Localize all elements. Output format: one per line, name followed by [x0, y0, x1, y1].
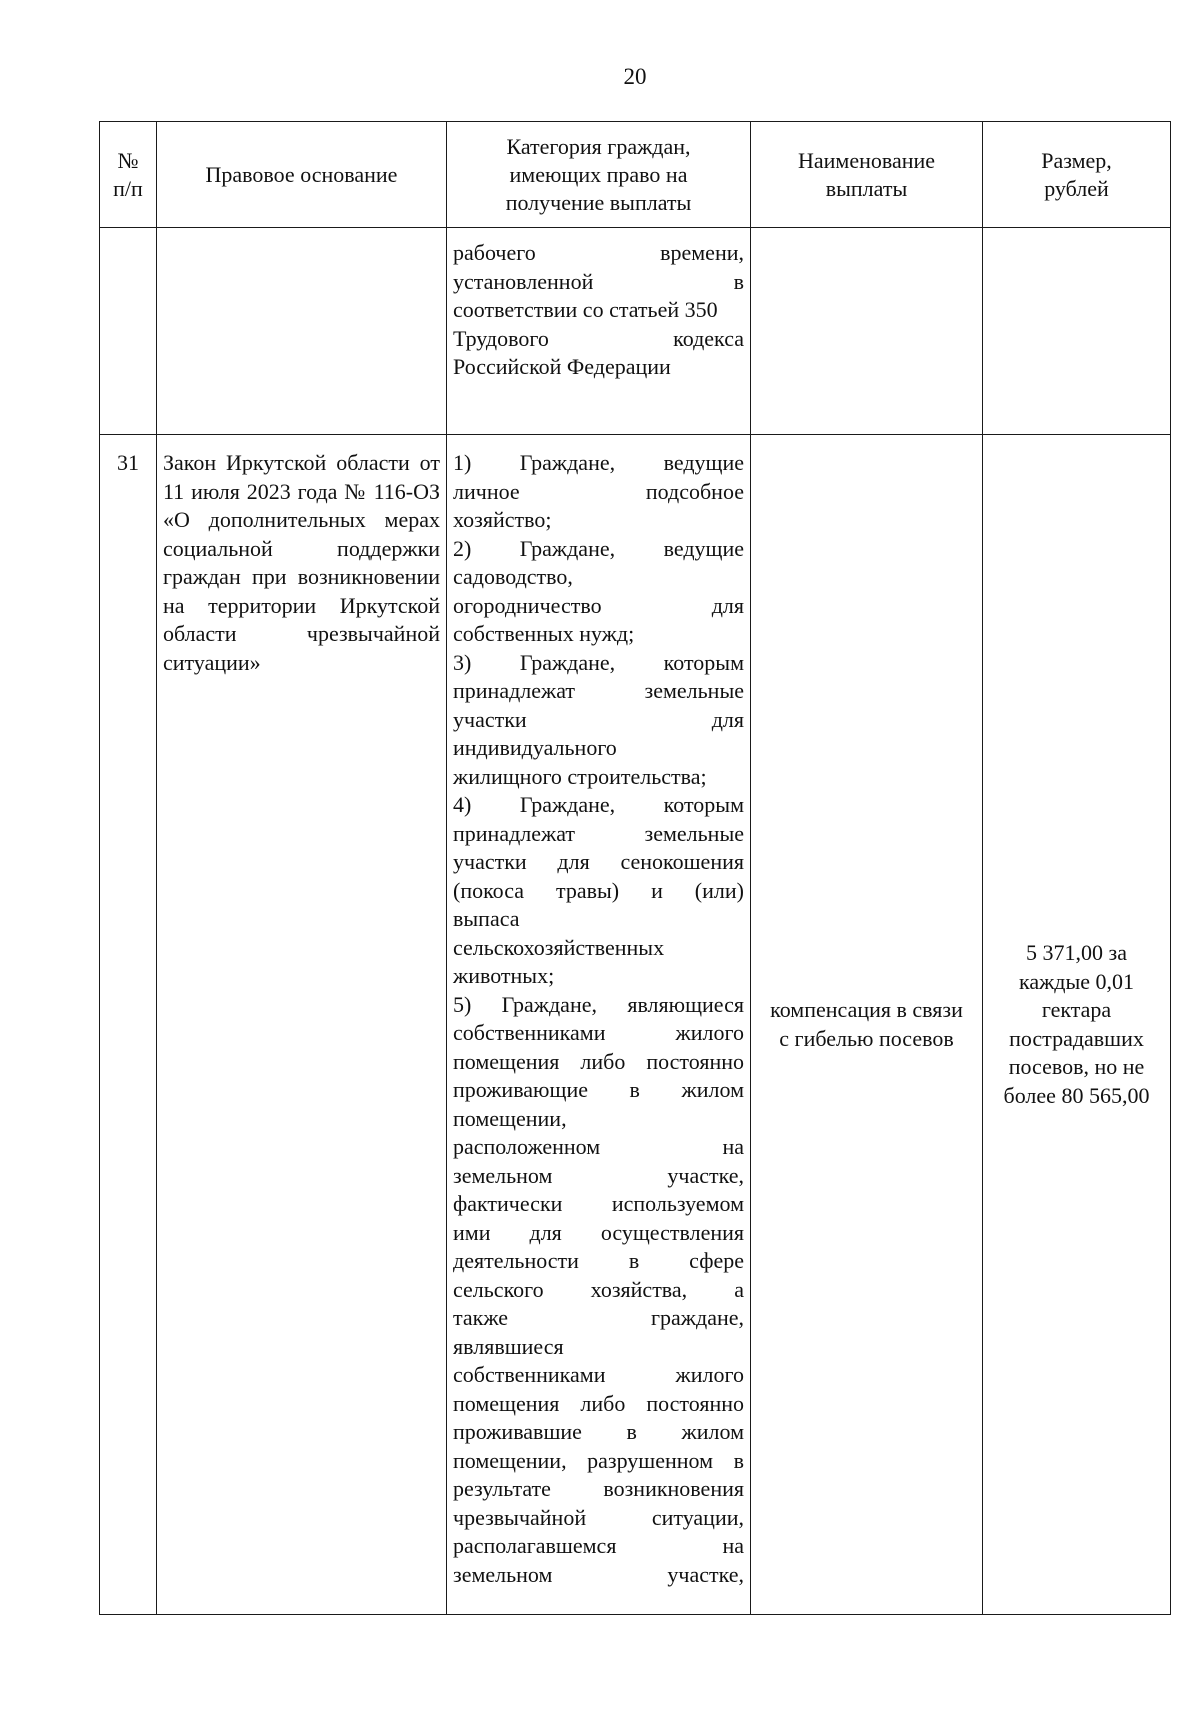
category-line: индивидуального [453, 735, 617, 760]
category-line: 3) Граждане, которым [453, 649, 744, 675]
category-line: деятельности в сфере [453, 1248, 744, 1273]
cell-legal-basis: Закон Иркутской области от 11 июля 2023 года № 116-ОЗ «О дополнительных мерах социальной поддержки граждан при возникновении на территории Иркутской области чрезвычайной ситуации» [157, 435, 447, 1615]
header-amount: Размер, рублей [983, 122, 1171, 228]
category-line: земельном участке, [453, 1561, 744, 1587]
cell-category-continued [447, 228, 751, 435]
cell-amount [983, 435, 1171, 1615]
category-line: личное подсобное [453, 478, 744, 504]
category-line: сельского хозяйства, а [453, 1276, 744, 1302]
payment-name-text: компенсация в связи с гибелью посевов [770, 997, 963, 1051]
cell-num-empty [100, 228, 157, 435]
category-line: помещении, разрушенном в [453, 1447, 744, 1473]
cell-basis-empty [157, 228, 447, 435]
header-citizen-category: Категория граждан, имеющих право на получение выплаты [447, 122, 751, 228]
category-line: огородничество для [453, 592, 744, 618]
category-line: (покоса травы) и (или) [453, 877, 744, 903]
category-line: проживающие в жилом [453, 1077, 744, 1102]
category-line: собственниками жилого [453, 1362, 744, 1387]
table-row-31 [100, 435, 1171, 1615]
category-line: 4) Граждане, которым [453, 792, 744, 817]
category-line: садоводство, [453, 564, 573, 589]
category-line: чрезвычайной ситуации, [453, 1504, 744, 1530]
category-line: соответствии со статьей 350 [453, 297, 718, 322]
category-line: 2) Граждане, ведущие [453, 535, 744, 561]
category-line: установленной в [453, 268, 744, 294]
cell-citizen-category [447, 435, 751, 1615]
amount-text: 5 371,00 за каждые 0,01 гектара пострадавших посевов, но не более 80 565,00 [1003, 940, 1150, 1108]
category-line: принадлежат земельные [453, 678, 744, 703]
category-line: фактически используемом [453, 1191, 744, 1216]
category-line: выпаса [453, 906, 520, 931]
category-line: результате возникновения [453, 1476, 744, 1501]
category-line: расположенном на [453, 1134, 744, 1159]
category-line: собственниками жилого [453, 1020, 744, 1045]
category-line: принадлежат земельные [453, 820, 744, 846]
category-line: жилищного строительства; [453, 763, 707, 789]
category-line: помещения либо постоянно [453, 1390, 744, 1416]
category-line: помещения либо постоянно [453, 1048, 744, 1074]
table-header-row [100, 122, 1171, 228]
category-line: Трудового кодекса [453, 325, 744, 351]
category-line: сельскохозяйственных [453, 934, 665, 960]
cell-payment-empty [751, 228, 983, 435]
payments-table [99, 121, 1171, 1615]
category-line: животных; [453, 963, 555, 988]
category-line: собственных нужд; [453, 621, 635, 646]
category-line: хозяйство; [453, 507, 552, 532]
table-row-continued [100, 228, 1171, 435]
category-line: являвшиеся [453, 1333, 564, 1359]
category-line: участки для [453, 706, 744, 732]
cell-payment-name [751, 435, 983, 1615]
category-line: рабочего времени, [453, 240, 744, 265]
category-line: располагавшемся на [453, 1533, 744, 1558]
header-legal-basis: Правовое основание [157, 122, 447, 228]
category-line: ими для осуществления [453, 1219, 744, 1245]
page-number: 20 [623, 64, 647, 89]
category-line: 1) Граждане, ведущие [453, 450, 744, 475]
category-line: земельном участке, [453, 1162, 744, 1188]
cell-num: 31 [100, 435, 157, 1615]
header-num: № п/п [100, 122, 157, 228]
header-payment-name: Наименование выплаты [751, 122, 983, 228]
category-line: 5) Граждане, являющиеся [453, 991, 744, 1017]
cell-amount-empty [983, 228, 1171, 435]
category-line: помещении, [453, 1105, 567, 1131]
category-line: проживавшие в жилом [453, 1419, 744, 1444]
category-line: также граждане, [453, 1305, 744, 1330]
category-line: участки для сенокошения [453, 849, 744, 874]
category-line: Российской Федерации [453, 354, 671, 379]
